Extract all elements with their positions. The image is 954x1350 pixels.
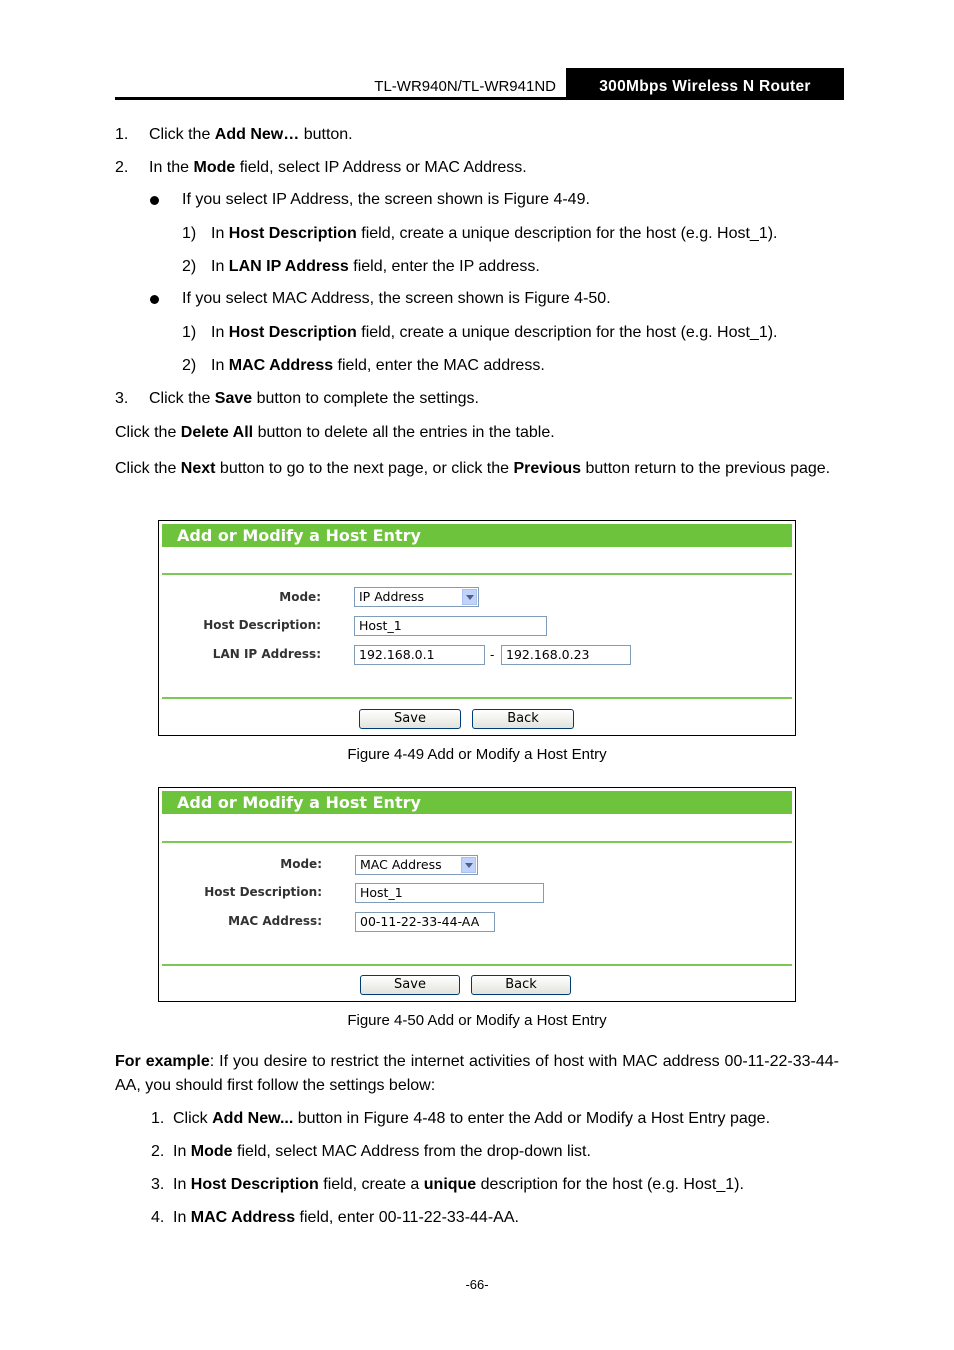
example-step-text: Click Add New... button in Figure 4-48 to enter the Add or Modify a Host Entry page. bbox=[173, 1110, 771, 1127]
host-description-input[interactable]: Host_1 bbox=[355, 883, 544, 903]
example-step-number: 3. bbox=[151, 1176, 165, 1193]
step-number: 3. bbox=[115, 390, 129, 407]
header-rule bbox=[115, 97, 844, 100]
example-step-text: In MAC Address field, enter 00-11-22-33-44-AA. bbox=[173, 1209, 519, 1226]
lan-ip-label: LAN IP Address: bbox=[212, 647, 321, 661]
ip-end-input[interactable]: 192.168.0.23 bbox=[501, 645, 631, 665]
ip-range-separator: - bbox=[490, 647, 495, 662]
example-step-number: 2. bbox=[151, 1143, 165, 1160]
save-button[interactable]: Save bbox=[360, 975, 460, 995]
host-description-label: Host Description: bbox=[204, 885, 322, 899]
mac-address-label: MAC Address: bbox=[228, 914, 322, 928]
substep-number: 1) bbox=[182, 225, 197, 242]
ip-start-input[interactable]: 192.168.0.1 bbox=[354, 645, 485, 665]
panel-divider bbox=[162, 573, 792, 575]
step-number: 1. bbox=[115, 126, 129, 143]
mode-select[interactable] bbox=[355, 855, 478, 875]
back-button[interactable]: Back bbox=[472, 709, 574, 729]
mac-option-text: If you select MAC Address, the screen shown is Figure 4-50. bbox=[182, 290, 611, 307]
panel-divider bbox=[162, 841, 792, 843]
mode-label: Mode: bbox=[280, 857, 322, 871]
header-model: TL-WR940N/TL-WR941ND bbox=[374, 78, 556, 95]
host-description-label: Host Description: bbox=[203, 618, 321, 632]
example-step-number: 4. bbox=[151, 1209, 165, 1226]
chevron-down-icon[interactable] bbox=[462, 589, 477, 605]
ip-option-text: If you select IP Address, the screen shown is Figure 4-49. bbox=[182, 191, 590, 208]
figure-caption: Figure 4-49 Add or Modify a Host Entry bbox=[347, 746, 607, 763]
panel-title: Add or Modify a Host Entry bbox=[162, 524, 792, 547]
save-button[interactable]: Save bbox=[359, 709, 461, 729]
example-step-text: In Mode field, select MAC Address from the drop-down list. bbox=[173, 1143, 591, 1160]
step-text: In the Mode field, select IP Address or MAC Address. bbox=[149, 159, 527, 176]
mode-value: IP Address bbox=[359, 589, 424, 604]
substep-number: 1) bbox=[182, 324, 197, 341]
substep-number: 2) bbox=[182, 258, 197, 275]
substep-text: In MAC Address field, enter the MAC address. bbox=[211, 357, 545, 374]
header-title: 300Mbps Wireless N Router bbox=[599, 78, 811, 95]
host-entry-panel-ip bbox=[158, 520, 796, 736]
mode-label: Mode: bbox=[279, 590, 321, 604]
panel-title: Add or Modify a Host Entry bbox=[162, 791, 792, 814]
step-number: 2. bbox=[115, 159, 129, 176]
host-description-input[interactable]: Host_1 bbox=[354, 616, 547, 636]
chevron-down-icon[interactable] bbox=[461, 857, 476, 873]
delete-all-paragraph: Click the Delete All button to delete all the entries in the table. bbox=[115, 424, 555, 441]
example-paragraph: For example: If you desire to restrict the internet activities of host with MAC address 00-11-22-33-44-AA, you should first follow the settings below: bbox=[115, 1053, 839, 1094]
figure-caption: Figure 4-50 Add or Modify a Host Entry bbox=[347, 1012, 607, 1029]
page-number: -66- bbox=[465, 1277, 489, 1292]
next-previous-paragraph: Click the Next button to go to the next page, or click the Previous button return to the previous page. bbox=[115, 460, 831, 477]
bullet-icon bbox=[150, 196, 159, 205]
host-entry-panel-mac bbox=[158, 787, 796, 1002]
substep-text: In Host Description field, create a unique description for the host (e.g. Host_1). bbox=[211, 225, 778, 242]
mac-address-input[interactable]: 00-11-22-33-44-AA bbox=[355, 912, 495, 932]
mode-select[interactable] bbox=[354, 587, 479, 607]
panel-divider bbox=[162, 964, 792, 966]
example-step-text: In Host Description field, create a unique description for the host (e.g. Host_1). bbox=[173, 1176, 744, 1193]
substep-number: 2) bbox=[182, 357, 197, 374]
substep-text: In LAN IP Address field, enter the IP address. bbox=[211, 258, 540, 275]
panel-divider bbox=[162, 697, 792, 699]
back-button[interactable]: Back bbox=[471, 975, 571, 995]
step-text: Click the Save button to complete the settings. bbox=[149, 390, 479, 407]
mode-value: MAC Address bbox=[360, 857, 442, 872]
substep-text: In Host Description field, create a unique description for the host (e.g. Host_1). bbox=[211, 324, 778, 341]
example-step-number: 1. bbox=[151, 1110, 165, 1127]
step-text: Click the Add New… button. bbox=[149, 126, 353, 143]
bullet-icon bbox=[150, 295, 159, 304]
